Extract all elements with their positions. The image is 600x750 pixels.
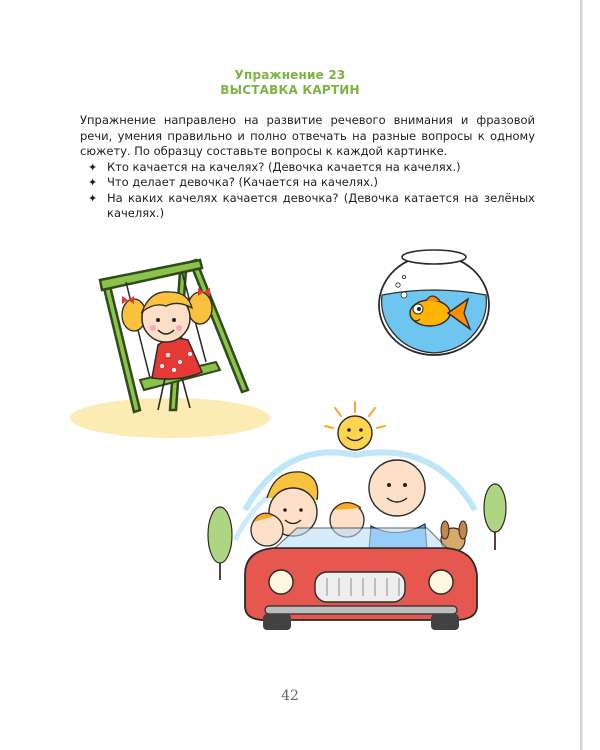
instructions-paragraph: Упражнение направлено на развитие речевого внимания и фразовой речи, умения правильно и полно отвечать на разные вопросы к одному сюжету. По образцу составьте вопросы к каждой картинке. — [80, 113, 535, 158]
star-bullet-icon: ✦ — [88, 191, 98, 205]
question-list — [80, 160, 535, 222]
page-number: 42 — [281, 688, 299, 704]
exercise-number: Упражнение 23 — [234, 68, 346, 82]
exercise-body — [80, 113, 535, 222]
question-item — [80, 191, 535, 222]
question-item — [80, 160, 535, 176]
star-bullet-icon: ✦ — [88, 160, 98, 174]
question-text: На каких качелях качается девочка? (Девочка катается на зелёных качелях.) — [107, 190, 535, 220]
exercise-header — [0, 68, 580, 97]
exercise-title: ВЫСТАВКА КАРТИН — [220, 83, 360, 97]
question-item — [80, 175, 535, 191]
star-bullet-icon: ✦ — [88, 176, 98, 189]
page-edge — [580, 0, 583, 750]
question-text: Что делает девочка? (Качается на качелях.) — [107, 175, 379, 189]
family-in-red-car-illustration — [205, 400, 510, 640]
goldfish-bowl-illustration — [374, 245, 494, 360]
question-text: Кто качается на качелях? (Девочка качается на качелях.) — [107, 159, 461, 174]
